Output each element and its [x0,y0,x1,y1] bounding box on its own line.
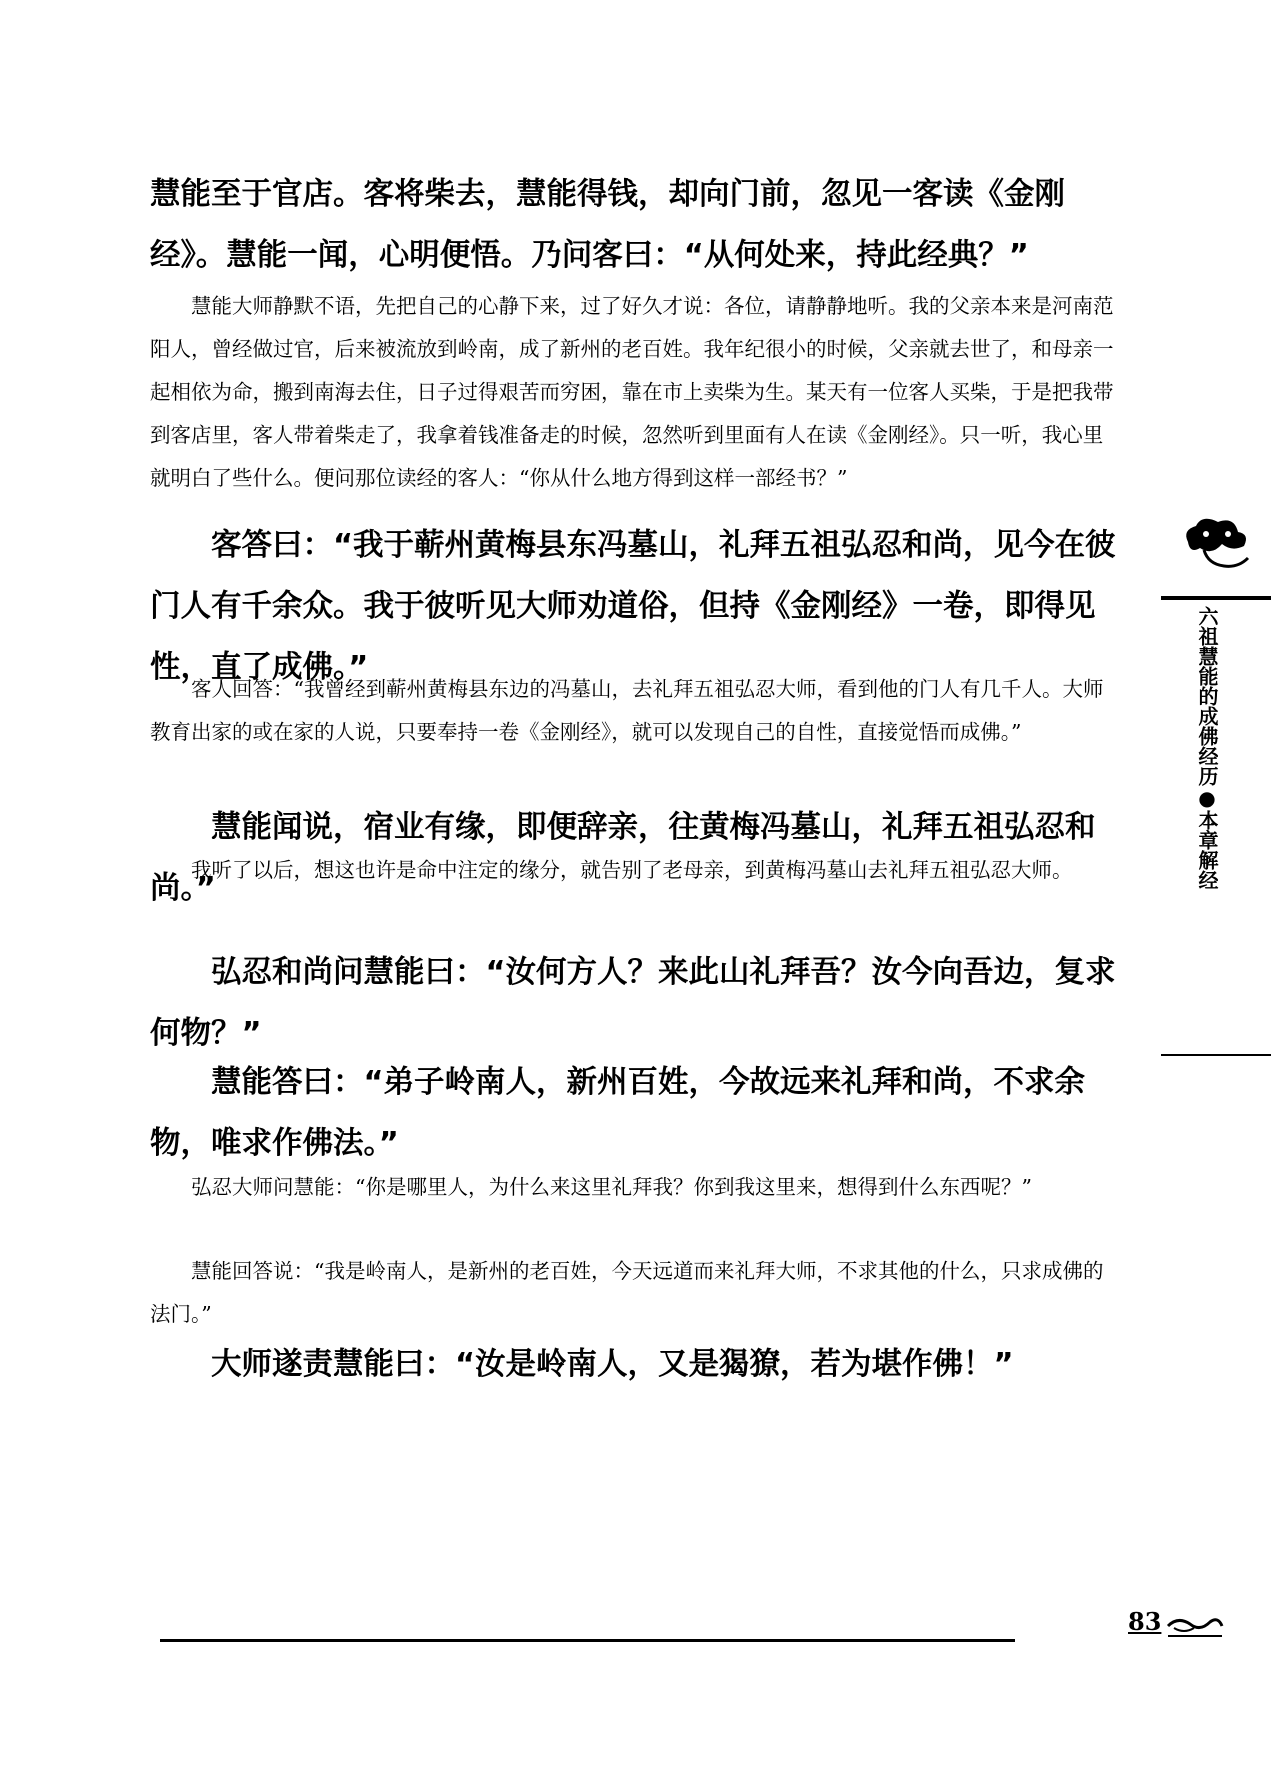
cloud-scroll-icon [1164,1612,1226,1638]
side-divider-bottom [1161,1054,1271,1056]
original-text-3: 慧能闻说，宿业有缘，即便辞亲，往黄梅冯墓山，礼拜五祖弘忍和尚。” [150,810,1096,906]
original-text-5: 慧能答曰：“弟子岭南人，新州百姓，今故远来礼拜和尚，不求余物，唯求作佛法。” [150,1065,1086,1161]
translation-text-5: 慧能回答说：“我是岭南人，是新州的老百姓，今天远道而来礼拜大师，不求其他的什么，只求成佛的法门。” [150,1259,1104,1326]
original-text-4: 弘忍和尚问慧能曰：“汝何方人？来此山礼拜吾？汝今向吾边，复求何物？” [150,955,1116,1051]
translation-text-3: 我听了以后，想这也许是命中注定的缘分，就告别了老母亲，到黄梅冯墓山去礼拜五祖弘忍大师。 [191,858,1073,882]
chapter-side-title: 六祖慧能的成佛经历●本章解经 [1195,606,1219,890]
footer-rule [160,1639,1015,1642]
translation-text-2: 客人回答：“我曾经到蕲州黄梅县东边的冯墓山，去礼拜五祖弘忍大师，看到他的门人有几千人。大师教育出家的或在家的人说，只要奉持一卷《金刚经》，就可以发现自己的自性，直接觉悟而成佛。” [150,677,1104,744]
side-divider-top [1161,596,1271,600]
translation-text-1: 慧能大师静默不语，先把自己的心静下来，过了好久才说：各位，请静静地听。我的父亲本来是河南范阳人，曾经做过官，后来被流放到岭南，成了新州的老百姓。我年纪很小的时候，父亲就去世了，和母亲一起相依为命，搬到南海去住，日子过得艰苦而穷困，靠在市上卖柴为生。某天有一位客人买柴，于是把我带到客店里，客人带着柴走了，我拿着钱准备走的时候，忽然听到里面有人在读《金刚经》。只一听，我心里就明白了些什么。便问那位读经的客人：“你从什么地方得到这样一部经书？” [150,294,1114,490]
cloud-ornament-icon [1178,512,1256,580]
original-text-6: 大师遂责慧能曰：“汝是岭南人，又是猲獠，若为堪作佛！” [211,1347,1014,1382]
original-text-1: 慧能至于官店。客将柴去，慧能得钱，却向门前，忽见一客读《金刚经》。慧能一闻，心明便悟。乃问客曰：“从何处来，持此经典？” [150,177,1065,273]
page-number: 83 [1128,1607,1162,1636]
original-text-2: 客答曰：“我于蕲州黄梅县东冯墓山，礼拜五祖弘忍和尚，见今在彼门人有千余众。我于彼听见大师劝道俗，但持《金刚经》一卷，即得见性，直了成佛。” [150,528,1116,685]
translation-text-4: 弘忍大师问慧能：“你是哪里人，为什么来这里礼拜我？你到我这里来，想得到什么东西呢？” [191,1175,1032,1199]
